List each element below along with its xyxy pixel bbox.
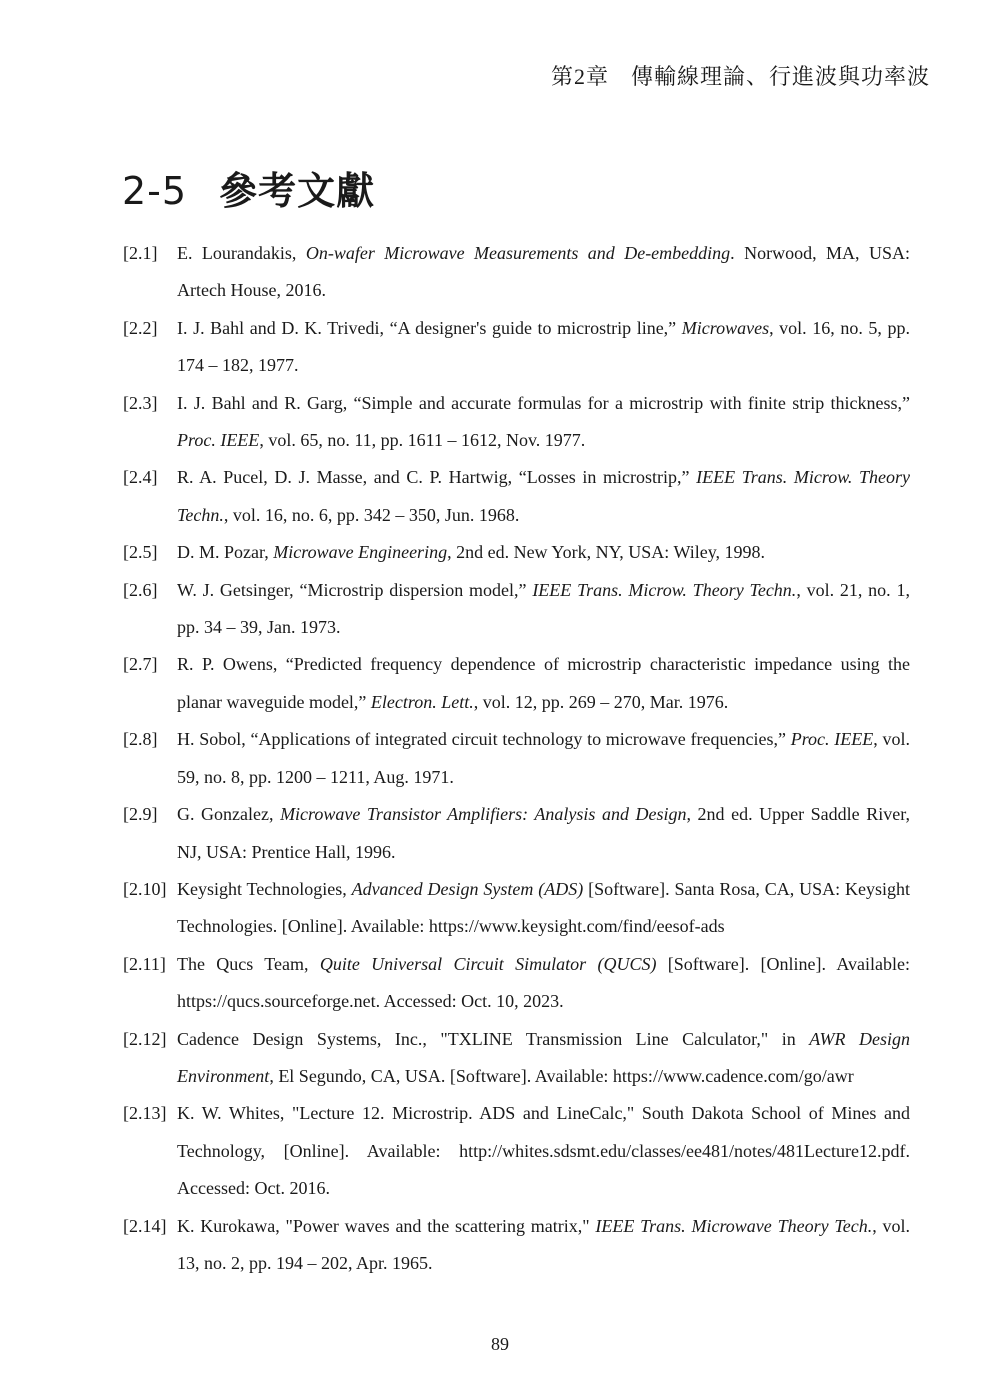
reference-segment: K. W. Whites, "Lecture 12. Microstrip. ADS and LineCalc," South Dakota School of Mines and Technology, [Online]. Available: http://whites.sdsmt.edu/classes/ee481/notes/481Lecture12.pdf. Accessed: Oct. 2016. — [177, 1103, 910, 1199]
reference-item — [123, 385, 910, 460]
reference-text — [177, 871, 910, 946]
reference-item — [123, 646, 910, 721]
reference-segment: , vol. 65, no. 11, pp. 1611 – 1612, Nov. 1977. — [259, 430, 586, 451]
reference-segment: E. Lourandakis, — [177, 243, 306, 263]
reference-segment: , vol. 16, no. 6, pp. 342 – 350, Jun. 1968. — [223, 504, 520, 525]
reference-italic-title: AWR Design Environment — [177, 1028, 910, 1086]
reference-italic-title: Proc. IEEE — [177, 430, 260, 451]
reference-segment: R. A. Pucel, D. J. Masse, and C. P. Hartwig, “Losses in microstrip,” — [177, 467, 697, 488]
section-heading — [122, 160, 375, 215]
reference-text — [177, 1095, 910, 1207]
reference-text — [177, 310, 910, 385]
reference-item — [123, 572, 910, 647]
reference-label: [2.5] — [123, 542, 158, 563]
reference-italic-title: Microwave Transistor Amplifiers: Analysis and Design — [280, 804, 687, 825]
reference-text — [177, 721, 910, 796]
reference-label: [2.1] — [123, 243, 158, 263]
reference-label: [2.12] — [123, 1028, 167, 1049]
reference-text — [177, 796, 910, 871]
reference-segment: [Software]. Santa Rosa, CA, USA: Keysight Technologies. [Online]. Available: https://www.keysight.com/find/eesof-ads — [177, 878, 910, 937]
reference-segment: , vol. 21, no. 1, pp. 34 – 39, Jan. 1973. — [177, 579, 910, 638]
reference-text — [177, 534, 910, 571]
reference-item — [123, 1021, 910, 1096]
reference-segment: , vol. 59, no. 8, pp. 1200 – 1211, Aug. 1971. — [177, 729, 910, 787]
reference-item — [123, 1208, 910, 1283]
reference-segment: K. Kurokawa, "Power waves and the scattering matrix," — [177, 1215, 596, 1236]
reference-label: [2.4] — [123, 467, 158, 488]
reference-italic-title: Microwave Engineering — [273, 542, 448, 563]
section-number: 2-5 — [122, 169, 188, 213]
reference-label: [2.11] — [123, 953, 166, 974]
reference-italic-title: On-wafer Microwave Measurements and De-embedding — [305, 243, 731, 263]
reference-text — [177, 572, 910, 647]
reference-label: [2.2] — [123, 317, 158, 338]
reference-item — [123, 235, 910, 310]
reference-italic-title: IEEE Trans. Microwave Theory Tech. — [595, 1215, 873, 1236]
reference-italic-title: Proc. IEEE — [790, 729, 874, 750]
reference-segment: D. M. Pozar, — [177, 542, 274, 563]
reference-segment: Cadence Design Systems, Inc., "TXLINE Transmission Line Calculator," in — [177, 1028, 810, 1049]
reference-text — [177, 235, 910, 310]
reference-segment: , vol. 13, no. 2, pp. 194 – 202, Apr. 1965. — [177, 1215, 910, 1273]
reference-italic-title: Quite Universal Circuit Simulator (QUCS) — [319, 953, 657, 974]
reference-text — [177, 385, 910, 460]
reference-segment: W. J. Getsinger, “Microstrip dispersion model,” — [177, 579, 533, 600]
reference-label: [2.10] — [123, 878, 167, 899]
reference-text — [177, 1208, 910, 1283]
section-title: 參考文獻 — [219, 169, 376, 213]
reference-item — [123, 721, 910, 796]
reference-text — [177, 1021, 910, 1096]
reference-item — [123, 459, 910, 534]
reference-segment: R. P. Owens, “Predicted frequency dependence of microstrip characteristic impedance using the planar waveguide model,” — [177, 654, 910, 712]
reference-segment: , vol. 12, pp. 269 – 270, Mar. 1976. — [473, 691, 729, 712]
reference-item — [123, 796, 910, 871]
reference-segment: I. J. Bahl and D. K. Trivedi, “A designer's guide to microstrip line,” — [177, 317, 682, 338]
reference-label: [2.3] — [123, 392, 158, 413]
reference-segment: , 2nd ed. New York, NY, USA: Wiley, 1998. — [447, 542, 766, 563]
reference-list — [123, 235, 910, 1282]
reference-italic-title: IEEE Trans. Microw. Theory Techn. — [532, 579, 797, 600]
reference-label: [2.7] — [123, 654, 158, 675]
reference-segment: G. Gonzalez, — [177, 804, 281, 825]
reference-label: [2.8] — [123, 729, 158, 750]
reference-label: [2.6] — [123, 579, 158, 600]
reference-text — [177, 459, 910, 534]
page-number: 89 — [491, 1334, 509, 1354]
running-header — [551, 60, 930, 91]
reference-italic-title: Microwaves — [681, 317, 770, 338]
reference-item — [123, 310, 910, 385]
reference-italic-title: Electron. Lett. — [370, 691, 474, 712]
reference-item — [123, 1095, 910, 1207]
reference-text — [177, 646, 910, 721]
reference-italic-title: Advanced Design System (ADS) — [351, 878, 584, 899]
reference-italic-title: IEEE Trans. Microw. Theory Techn. — [177, 467, 910, 525]
reference-segment: H. Sobol, “Applications of integrated circuit technology to microwave frequencies,” — [177, 729, 791, 750]
reference-segment: , vol. 16, no. 5, pp. 174 – 182, 1977. — [177, 317, 910, 376]
reference-segment: , 2nd ed. Upper Saddle River, NJ, USA: Prentice Hall, 1996. — [177, 804, 910, 862]
reference-text — [177, 946, 910, 1021]
reference-label: [2.9] — [123, 804, 158, 825]
reference-segment: , El Segundo, CA, USA. [Software]. Available: https://www.cadence.com/go/awr — [269, 1065, 854, 1086]
reference-item — [123, 534, 910, 571]
reference-segment: [Software]. [Online]. Available: https://qucs.sourceforge.net. Accessed: Oct. 10, 2023. — [177, 953, 910, 1012]
reference-label: [2.14] — [123, 1215, 167, 1236]
reference-segment: . Norwood, MA, USA: Artech House, 2016. — [177, 243, 910, 301]
chapter-title: 傳輸線理論、行進波與功率波 — [630, 64, 930, 89]
reference-segment: The Qucs Team, — [177, 953, 320, 974]
reference-segment: I. J. Bahl and R. Garg, “Simple and accurate formulas for a microstrip with finite strip thickness,” — [177, 392, 910, 413]
chapter-number: 第2章 — [550, 64, 609, 89]
reference-label: [2.13] — [123, 1103, 167, 1124]
reference-segment: Keysight Technologies, — [177, 878, 352, 899]
reference-item — [123, 946, 910, 1021]
reference-item — [123, 871, 910, 946]
